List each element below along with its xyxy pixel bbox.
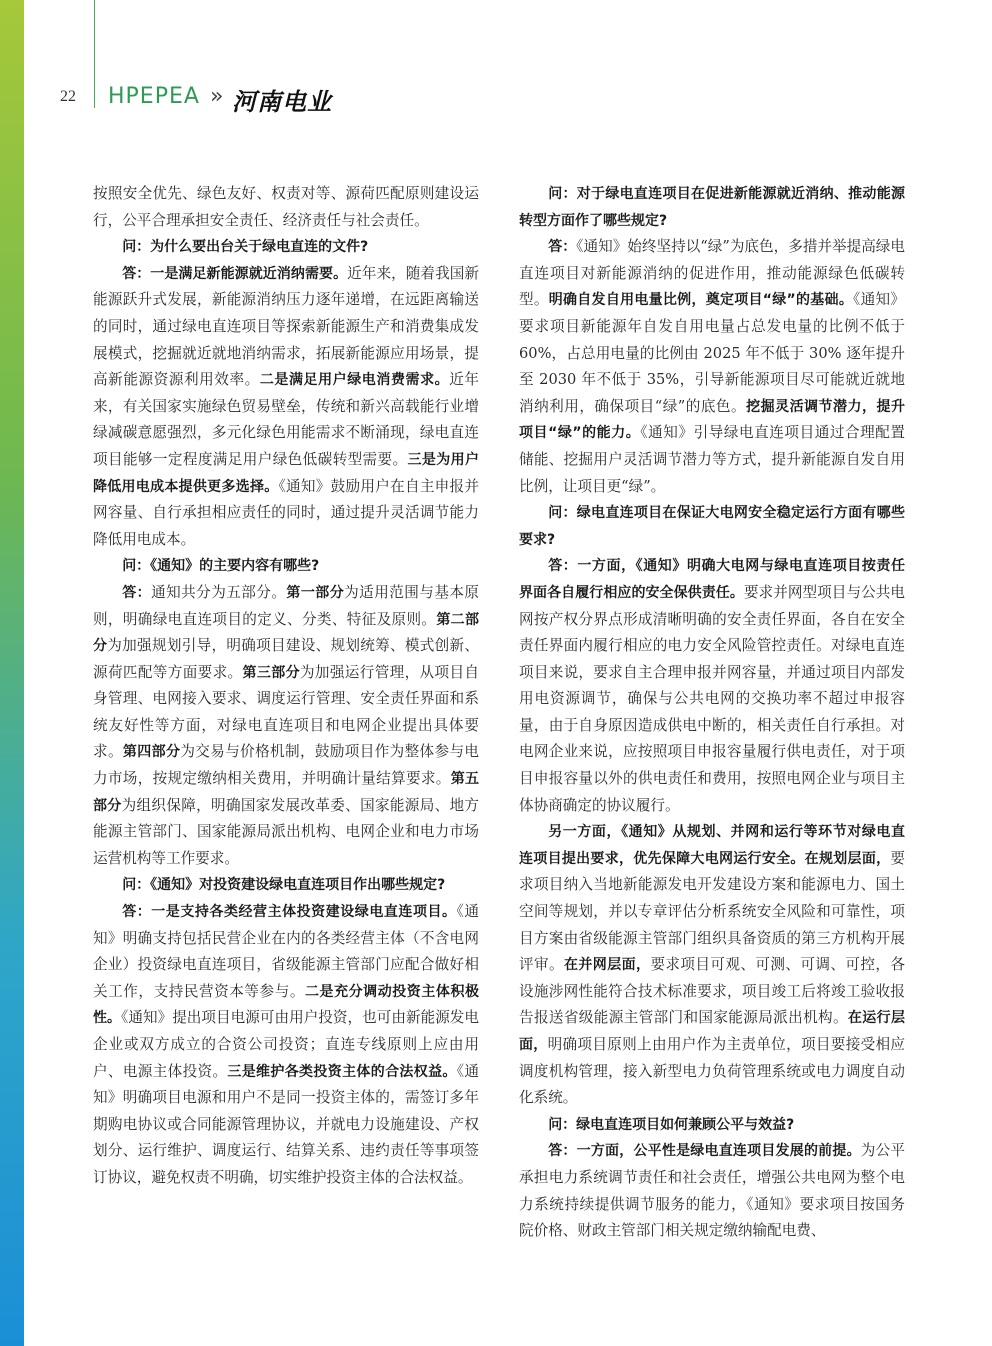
bold-text-run: 挖掘灵活调节潜力，提升项目“绿”的能力。 <box>519 398 905 442</box>
bold-text-run: 二是满足用户绿电消费需求。 <box>259 372 450 389</box>
bold-text-run: 答： <box>122 584 152 601</box>
bold-text-run: 答：一是满足新能源就近消纳需要。 <box>122 265 348 282</box>
bold-text-run: 问：为什么要出台关于绿电直连的文件? <box>122 239 369 256</box>
left-text-column <box>93 181 479 1192</box>
bold-text-run: 二是充分调动投资主体积极性。 <box>93 983 479 1027</box>
paragraph <box>93 553 479 580</box>
bold-text-run: 问：《通知》的主要内容有哪些? <box>122 558 320 575</box>
text-run: 《通知》引导绿电直连项目通过合理配置储能、挖掘用户灵活调节潜力等方式，提升新能源自发自用比例，让项目更“绿”。 <box>519 424 906 495</box>
text-run: 要求项目纳入当地新能源发电开发建设方案和能源电力、国土空间等规划，并以专章评估分析系统安全风险和可靠性，项目方案由省级能源主管部门组织具备资质的第三方机构开展评审。 <box>519 849 905 974</box>
text-run: 要求并网型项目与公共电网按产权分界点形成清晰明确的安全责任界面，各自在安全责任界面内履行相应的电力安全风险管控责任。对绿电直连项目来说，要求自主合理申报并网容量，并通过项目内部发用电资源调节，确保与公共电网的交换功率不超过申报容量，由于自身原因造成供电中断的，相关责任自行承担。对电网企业来说，应按照项目申报容量履行供电责任，对于项目申报容量以外的供电责任和费用，按照电网企业与项目主体协商确定的协议履行。 <box>519 583 905 814</box>
text-run: 近年来，有关国家实施绿色贸易壁垒，传统和新兴高载能行业增绿减碳意愿强烈，多元化绿色用能需求不断涌现，绿电直连项目能够一定程度满足用户绿色低碳转型需要。 <box>93 371 479 468</box>
text-run: 要求项目可观、可测、可调、可控，各设施涉网性能符合技术标准要求，项目竣工后将竣工验收报告报送省级能源主管部门和国家能源局派出机构。 <box>519 956 905 1027</box>
bold-text-run: 答：一方面，《通知》明确大电网与绿电直连项目按责任界面各自履行相应的安全保供责任。 <box>519 558 905 601</box>
bold-text-run: 三是为用户降低用电成本提供更多选择。 <box>93 451 479 495</box>
paragraph <box>519 553 905 819</box>
right-text-column <box>519 181 905 1245</box>
text-run: 为适用范围与基本原则，明确绿电直连项目的定义、分类、特征及原则。 <box>93 583 479 628</box>
brand-logo-latin: HPEPEA <box>108 84 200 109</box>
paragraph <box>93 181 479 234</box>
text-run: 为加强规划引导，明确项目建设、规划统筹、模式创新、源荷匹配等方面要求。 <box>93 637 479 681</box>
text-run: 按照安全优先、绿色友好、权责对等、源荷匹配原则建设运行，公平合理承担安全责任、经济责任与社会责任。 <box>93 185 479 229</box>
decorative-sidebar-gradient <box>0 0 24 1346</box>
paragraph <box>93 899 479 1192</box>
text-run: 《通知》明确支持包括民营企业在内的各类经营主体（不含电网企业）投资绿电直连项目，省级能源主管部门应配合做好相关工作，支持民营资本等参与。 <box>93 903 480 1000</box>
paragraph <box>519 234 905 500</box>
page-number: 22 <box>60 88 76 105</box>
text-run: 为公平承担电力系统调节责任和社会责任，增强公共电网为整个电力系统持续提供调节服务的能力，《通知》要求项目按国务院价格、财政主管部门相关规定缴纳输配电费、 <box>519 1142 905 1240</box>
text-run: 《通知》提出项目电源可由用户投资，也可由新能源发电企业或双方成立的合资公司投资；直连专线原则上应由用户、电源主体投资。 <box>93 1009 480 1080</box>
paragraph <box>93 234 479 261</box>
header-divider-line <box>94 0 95 108</box>
paragraph <box>519 181 905 234</box>
paragraph <box>519 500 905 553</box>
bold-text-run: 明确自发自用电量比例，奠定项目“绿”的基础。 <box>548 292 854 309</box>
paragraph <box>93 872 479 899</box>
bold-text-run: 答：一是支持各类经营主体投资建设绿电直连项目。 <box>122 904 457 921</box>
text-run: 为加强运行管理，从项目自身管理、电网接入要求、调度运行管理、安全责任界面和系统友好性等方面，对绿电直连项目和电网企业提出具体要求。 <box>93 663 479 761</box>
bold-text-run: 在运行层面， <box>519 1010 905 1053</box>
bold-text-run: 第四部分 <box>122 744 181 761</box>
text-run: 近年来，随着我国新能源跃升式发展，新能源消纳压力逐年递增，在远距离输送的同时，通过绿电直连项目等探索新能源生产和消费集成发展模式，挖掘就近就地消纳需求，拓展新能源应用场景，提高新能源资源利用效率。 <box>93 264 479 389</box>
brand-logo-chinese: 河南电业 <box>232 87 332 116</box>
paragraph <box>93 261 479 554</box>
bold-text-run: 另一方面，《通知》从规划、并网和运行等环节对绿电直连项目提出要求，优先保障大电网运行安全。在规划层面， <box>519 824 905 867</box>
text-run: 明确项目原则上由用户作为主责单位，项目要接受相应调度机构管理，接入新型电力负荷管理系统或电力调度自动化系统。 <box>519 1036 905 1107</box>
text-run: 《通知》鼓励用户在自主申报并网容量、自行承担相应责任的同时，通过提升灵活调节能力降低用电成本。 <box>93 477 480 548</box>
paragraph <box>93 580 479 873</box>
bold-text-run: 第二部分 <box>93 611 479 655</box>
bold-text-run: 问：绿电直连项目如何兼顾公平与效益? <box>548 1116 795 1133</box>
bold-text-run: 三是维护各类投资主体的合法权益。 <box>227 1063 457 1080</box>
text-run: 《通知》始终坚持以“绿”为底色，多措并举提高绿电直连项目对新能源消纳的促进作用，推动能源绿色低碳转型。 <box>519 238 906 309</box>
text-run: 为组织保障，明确国家发展改革委、国家能源局、地方能源主管部门、国家能源局派出机构、电网企业和电力市场运营机构等工作要求。 <box>93 796 479 867</box>
text-run: 为交易与价格机制，鼓励项目作为整体参与电力市场，按规定缴纳相关费用，并明确计量结算要求。 <box>93 743 479 788</box>
paragraph <box>519 1138 905 1244</box>
text-run: 《通知》明确项目电源和用户不是同一投资主体的，需签订多年期购电协议或合同能源管理协议，并就电力设施建设、产权划分、运行维护、调度运行、结算关系、违约责任等事项签订协议，避免权责不明确，切实维护投资主体的合法权益。 <box>93 1062 479 1186</box>
text-run: 《通知》要求项目新能源年自发自用电量占总发电量的比例不低于 60%，占总用电量的比例由 2025 年不低于 30% 逐年提升至 2030 年不低于 35%，引导新能源项目尽可能就近就地消纳利用，确保项目“绿”的底色。 <box>519 291 905 415</box>
brand-separator-icon: » <box>210 84 224 109</box>
bold-text-run: 问：《通知》对投资建设绿电直连项目作出哪些规定? <box>122 877 446 894</box>
bold-text-run: 问：对于绿电直连项目在促进新能源就近消纳、推动能源转型方面作了哪些规定? <box>519 186 905 229</box>
text-run: 通知共分为五部分。 <box>151 583 287 601</box>
bold-text-run: 答： <box>548 239 577 256</box>
paragraph <box>519 819 905 1112</box>
bold-text-run: 第一部分 <box>286 584 345 601</box>
bold-text-run: 答：一方面，公平性是绿电直连项目发展的前提。 <box>548 1143 861 1160</box>
bold-text-run: 第三部分 <box>242 664 300 681</box>
bold-text-run: 第五部分 <box>93 771 479 814</box>
bold-text-run: 在并网层面， <box>564 957 651 974</box>
paragraph <box>519 1112 905 1139</box>
bold-text-run: 问：绿电直连项目在保证大电网安全稳定运行方面有哪些要求? <box>519 505 905 548</box>
